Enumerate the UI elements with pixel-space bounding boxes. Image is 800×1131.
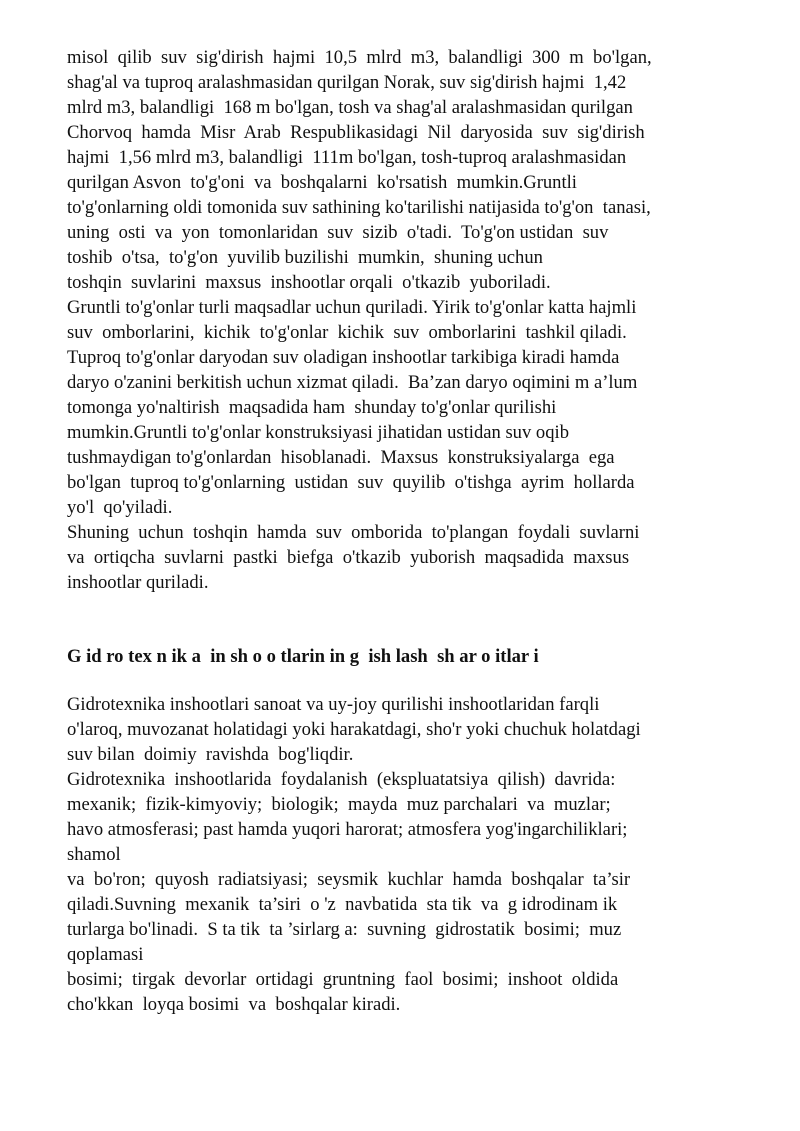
- text-line: hajmi 1,56 mlrd m3, balandligi 111m bo'lgan, tosh-tuproq aralashmasidan: [67, 147, 627, 168]
- text-line: mlrd m3, balandligi 168 m bo'lgan, tosh va shag'al aralashmasidan qurilgan: [67, 97, 633, 118]
- text-line: cho'kkan loyqa bosimi va boshqalar kiradi.: [67, 994, 401, 1015]
- text-line: Shuning uchun toshqin hamda suv omborida to'plangan foydali suvlarni: [67, 522, 640, 543]
- text-line: Gruntli to'g'onlar turli maqsadlar uchun quriladi. Yirik to'g'onlar katta hajmli: [67, 297, 637, 318]
- text-line: bosimi; tirgak devorlar ortidagi gruntning faol bosimi; inshoot oldida: [67, 969, 619, 990]
- text-line: Tuproq to'g'onlar daryodan suv oladigan inshootlar tarkibiga kiradi hamda: [67, 347, 620, 368]
- section-heading: G id ro tex n ik a in sh o o tlarin in g ish lash sh ar o itlar i: [67, 646, 539, 667]
- text-line: qoplamasi: [67, 944, 144, 965]
- text-line: shamol: [67, 844, 121, 865]
- text-line: va ortiqcha suvlarni pastki biefga o'tkazib yuborish maqsadida maxsus: [67, 547, 630, 568]
- text-line: misol qilib suv sig'dirish hajmi 10,5 mlrd m3, balandligi 300 m bo'lgan,: [67, 47, 652, 68]
- text-line: suv bilan doimiy ravishda bog'liqdir.: [67, 744, 354, 765]
- text-line: shag'al va tuproq aralashmasidan qurilgan Norak, suv sig'dirish hajmi 1,42: [67, 72, 627, 93]
- text-line: qiladi.Suvning mexanik ta’siri o 'z navbatida sta tik va g idrodinam ik: [67, 894, 618, 915]
- text-line: Chorvoq hamda Misr Arab Respublikasidagi Nil daryosida suv sig'dirish: [67, 122, 645, 143]
- text-line: turlarga bo'linadi. S ta tik ta ’sirlarg a: suvning gidrostatik bosimi; muz: [67, 919, 622, 940]
- text-line: tushmaydigan to'g'onlardan hisoblanadi. Maxsus konstruksiyalarga ega: [67, 447, 615, 468]
- text-line: va bo'ron; quyosh radiatsiyasi; seysmik kuchlar hamda boshqalar ta’sir: [67, 869, 631, 890]
- text-line: Gidrotexnika inshootlarida foydalanish (ekspluatatsiya qilish) davrida:: [67, 769, 616, 790]
- text-line: uning osti va yon tomonlaridan suv sizib o'tadi. To'g'on ustidan suv: [67, 222, 609, 243]
- text-line: mumkin.Gruntli to'g'onlar konstruksiyasi jihatidan ustidan suv oqib: [67, 422, 569, 443]
- text-line: qurilgan Asvon to'g'oni va boshqalarni ko'rsatish mumkin.Gruntli: [67, 172, 577, 193]
- text-line: yo'l qo'yiladi.: [67, 497, 173, 518]
- text-line: toshib o'tsa, to'g'on yuvilib buzilishi mumkin, shuning uchun: [67, 247, 543, 268]
- text-line: mexanik; fizik-kimyoviy; biologik; mayda muz parchalari va muzlar;: [67, 794, 611, 815]
- text-line: daryo o'zanini berkitish uchun xizmat qiladi. Ba’zan daryo oqimini m a’lum: [67, 372, 638, 393]
- text-line: o'laroq, muvozanat holatidagi yoki harakatdagi, sho'r yoki chuchuk holatdagi: [67, 719, 641, 740]
- text-line: havo atmosferasi; past hamda yuqori harorat; atmosfera yog'ingarchiliklari;: [67, 819, 628, 840]
- text-line: to'g'onlarning oldi tomonida suv sathining ko'tarilishi natijasida to'g'on tanasi,: [67, 197, 651, 218]
- text-line: bo'lgan tuproq to'g'onlarning ustidan suv quyilib o'tishga ayrim hollarda: [67, 472, 635, 493]
- text-line: suv omborlarini, kichik to'g'onlar kichik suv omborlarini tashkil qiladi.: [67, 322, 627, 343]
- text-line: Gidrotexnika inshootlari sanoat va uy-joy qurilishi inshootlaridan farqli: [67, 694, 600, 715]
- text-line: tomonga yo'naltirish maqsadida ham shunday to'g'onlar qurilishi: [67, 397, 557, 418]
- text-line: toshqin suvlarini maxsus inshootlar orqali o'tkazib yuboriladi.: [67, 272, 551, 293]
- text-line: inshootlar quriladi.: [67, 572, 209, 593]
